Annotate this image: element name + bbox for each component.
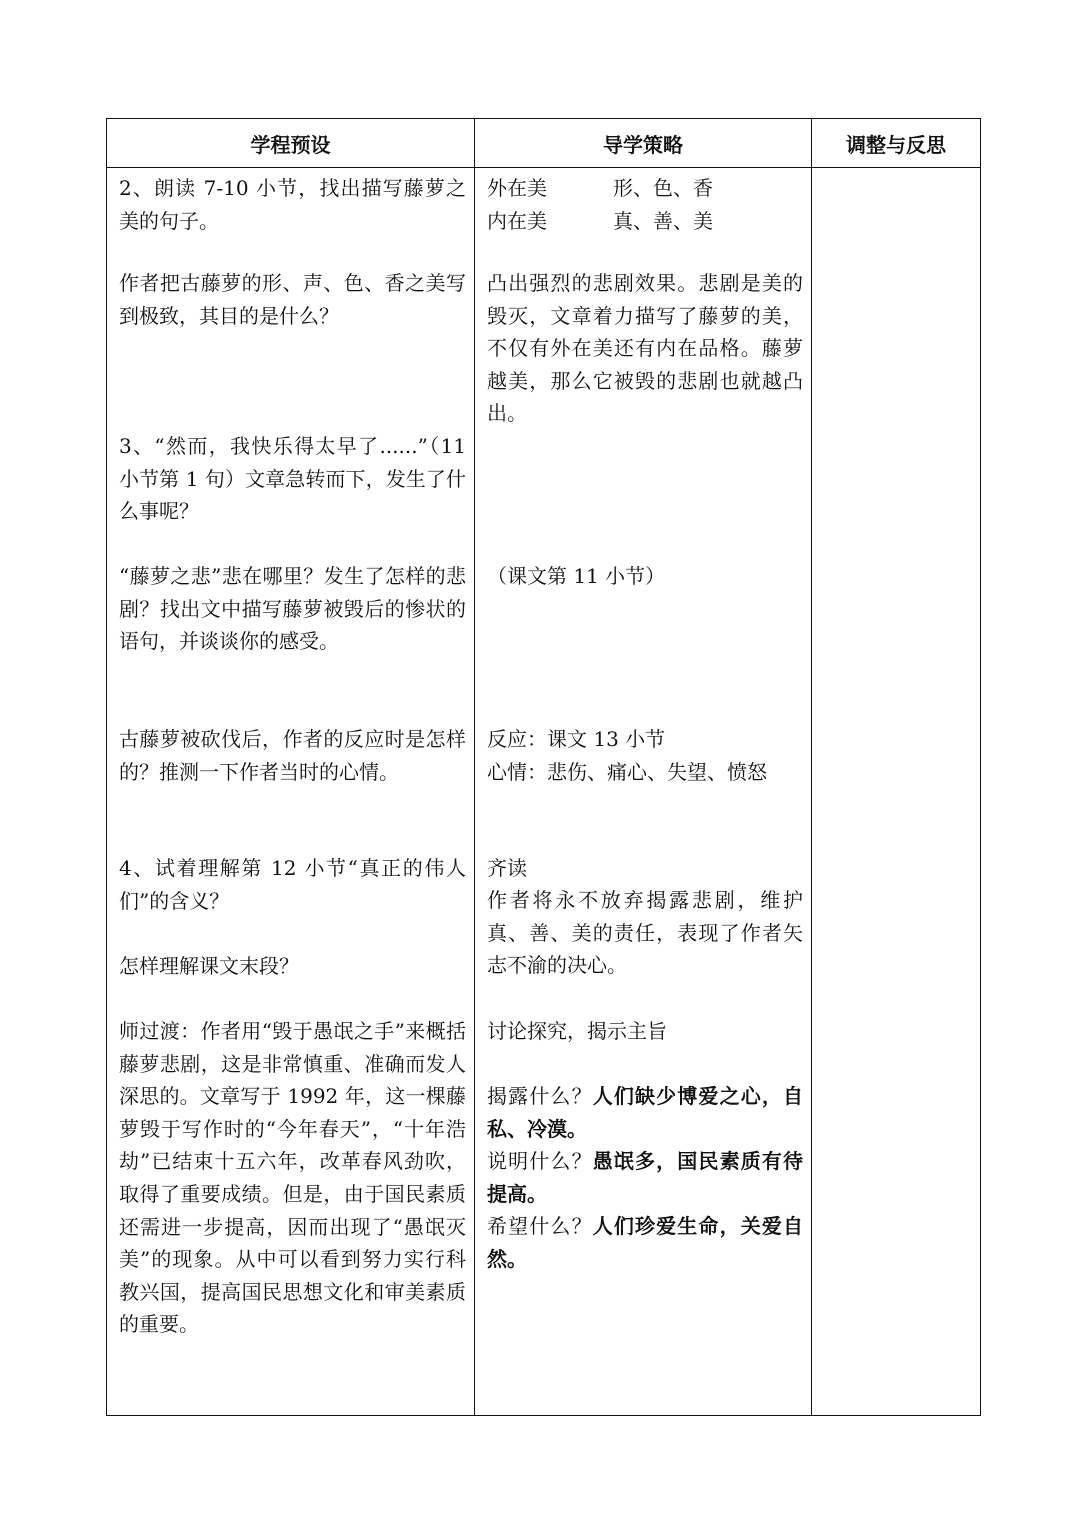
teacher-transition: 师过渡：作者用“毁于愚氓之手”来概括藤萝悲剧，这是非常慎重、准确而发人深思的。文章写于 1992 年，这一棵藤萝毁于写作时的“今年春天”，“十年浩劫”已结束十五六年，改革春风劲吹，取得了重要成绩。但是，由于国民素质还需进一步提高，因而出现了“愚氓灭美”的现象。从中可以看到努力实行科教兴国，提高国民思想文化和审美素质的重要。 (119, 1019, 466, 1337)
adjustment-reflection-cell (812, 168, 981, 1416)
tragedy-effect-answer: 凸出强烈的悲剧效果。悲剧是美的毁灭，文章着力描写了藤萝的美，不仅有外在美还有内在品格。藤萝越美，那么它被毁的悲剧也就越凸出。 (487, 271, 803, 426)
theme-expose (487, 1080, 803, 1145)
expose-question: 揭露什么？ (487, 1084, 593, 1108)
discussion-note: 讨论探究，揭示主旨 (487, 1019, 667, 1043)
hope-question: 希望什么？ (487, 1214, 593, 1238)
outer-beauty-items: 形、色、香 (613, 176, 713, 200)
section-11-reference: （课文第 11 小节） (487, 564, 666, 588)
hope-answer: 人们珍爱生命，关爱自然。 (487, 1214, 804, 1271)
guidance-strategy-cell (475, 168, 812, 1416)
theme-hope (487, 1210, 803, 1275)
beauty-summary (487, 172, 803, 237)
explain-answer: 愚氓多，国民素质有待提高。 (487, 1149, 804, 1206)
question-2-purpose: 作者把古藤萝的形、声、色、香之美写到极致，其目的是什么？ (119, 271, 466, 328)
question-3-tragedy: “藤萝之悲”悲在哪里？发生了怎样的悲剧？找出文中描写藤萝被毁后的惨状的语句，并谈谈你的感受。 (119, 564, 466, 654)
learning-process-cell (107, 168, 475, 1416)
inner-beauty-label: 内在美 (487, 208, 547, 233)
expose-answer: 人们缺少博爱之心，自私、冷漠。 (487, 1084, 804, 1141)
reaction-answer (487, 723, 803, 788)
question-4: 4、试着理解第 12 小节“真正的伟人们”的含义？ (119, 856, 466, 913)
great-people-meaning: 作者将永不放弃揭露悲剧，维护真、善、美的责任，表现了作者矢志不渝的决心。 (487, 888, 803, 978)
header-adjustment-reflection: 调整与反思 (812, 119, 981, 168)
question-3-reaction: 古藤萝被砍伐后，作者的反应时是怎样的？推测一下作者当时的心情。 (119, 727, 466, 784)
header-learning-process: 学程预设 (107, 119, 475, 168)
explain-question: 说明什么？ (487, 1149, 593, 1173)
mood-line: 心情：悲伤、痛心、失望、愤怒 (487, 759, 767, 784)
theme-explain (487, 1145, 803, 1210)
reaction-line: 反应：课文 13 小节 (487, 727, 666, 751)
table-header-row (107, 119, 981, 168)
question-3: 3、“然而，我快乐得太早了......”（11 小节第 1 句）文章急转而下，发生了什么事呢？ (119, 434, 466, 524)
table-body-row (107, 168, 981, 1416)
read-together-note: 齐读 (487, 856, 527, 880)
lesson-plan-table (106, 118, 981, 1416)
question-2: 2、朗读 7-10 小节，找出描写藤萝之美的句子。 (119, 176, 466, 233)
inner-beauty-items: 真、善、美 (613, 208, 713, 233)
question-4-ending: 怎样理解课文末段？ (119, 954, 299, 978)
header-guidance-strategy: 导学策略 (475, 119, 812, 168)
outer-beauty-label: 外在美 (487, 176, 547, 200)
